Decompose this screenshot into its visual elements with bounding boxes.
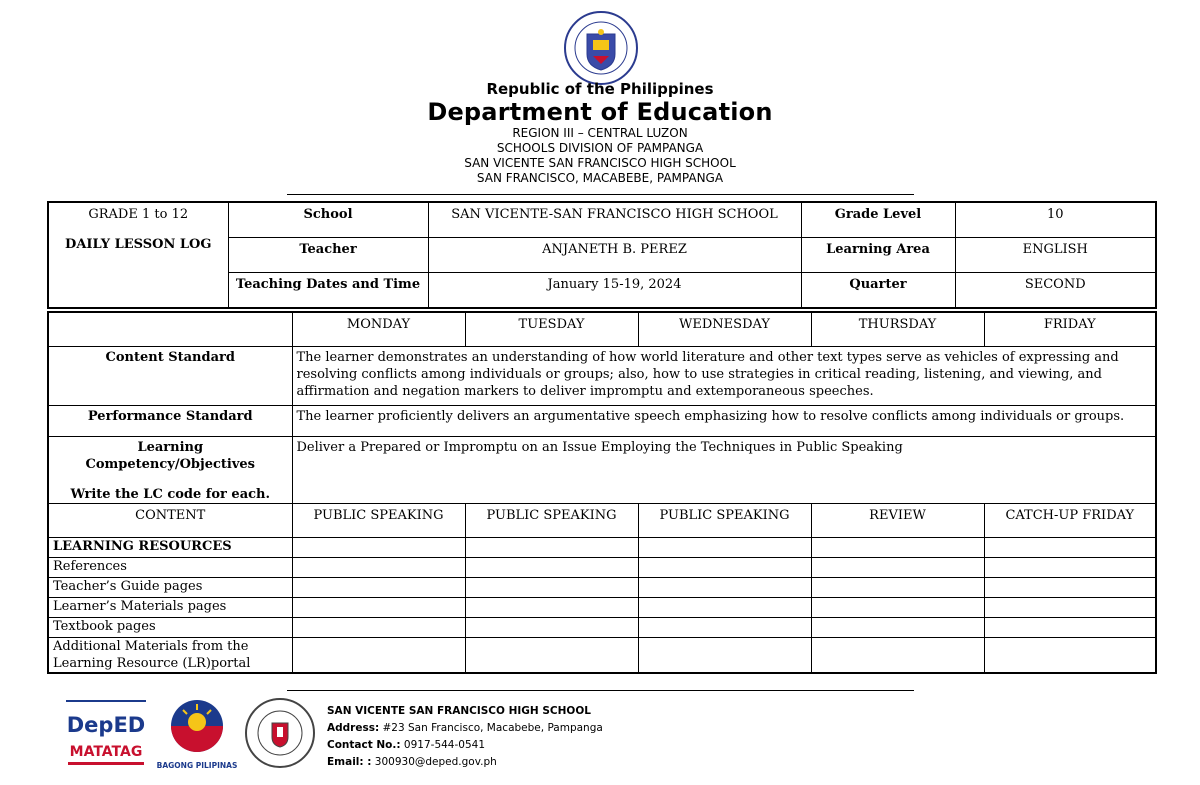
table-cell — [984, 538, 1156, 558]
table-cell — [984, 558, 1156, 578]
grade-level-label: Grade Level — [801, 202, 955, 238]
teacher-value: ANJANETH B. PEREZ — [428, 238, 801, 273]
school-line: SAN VICENTE SAN FRANCISCO HIGH SCHOOL — [464, 156, 736, 170]
table-cell — [465, 578, 638, 598]
content-standard-text: The learner demonstrates an understanding of how world literature and other text types serve as vehicles of expressing and resolving conflicts among individuals or groups; also, how to use strategies in critical reading, listening, and viewing, and affirmation and negation markers to deliver impromptu and extemporaneous speeches. — [292, 347, 1156, 406]
content-tuesday: PUBLIC SPEAKING — [465, 504, 638, 538]
learners-materials-label: Learner’s Materials pages — [48, 598, 292, 618]
teachers-guide-label: Teacher’s Guide pages — [48, 578, 292, 598]
table-cell — [292, 538, 465, 558]
grade-log-cell — [48, 202, 228, 308]
competency-text: Deliver a Prepared or Impromptu on an Issue Employing the Techniques in Public Speaking — [292, 437, 1156, 504]
table-cell — [638, 618, 811, 638]
additional-materials-line1: Additional Materials from the — [53, 639, 249, 654]
contact-label: Contact No.: — [327, 739, 401, 751]
performance-standard-text: The learner proficiently delivers an argumentative speech emphasizing how to resolve conflicts among individuals or groups. — [292, 406, 1156, 437]
table-cell — [465, 638, 638, 674]
table-cell — [465, 558, 638, 578]
dates-value: January 15-19, 2024 — [428, 273, 801, 309]
learning-area-value: ENGLISH — [955, 238, 1156, 273]
log-title: DAILY LESSON LOG — [65, 237, 212, 252]
table-cell — [984, 578, 1156, 598]
region-line: REGION III – CENTRAL LUZON — [512, 126, 688, 140]
competency-label-cell — [48, 437, 292, 504]
table-cell — [292, 578, 465, 598]
department-title: Department of Education — [427, 98, 773, 126]
competency-note: Write the LC code for each. — [70, 487, 271, 502]
learning-resources-label: LEARNING RESOURCES — [48, 538, 292, 558]
corner-cell — [48, 312, 292, 347]
grade-range: GRADE 1 to 12 — [88, 207, 189, 222]
day-header-monday: MONDAY — [292, 312, 465, 347]
table-cell — [638, 638, 811, 674]
table-cell — [465, 598, 638, 618]
content-thursday: REVIEW — [811, 504, 984, 538]
content-label: CONTENT — [48, 504, 292, 538]
table-cell — [292, 598, 465, 618]
school-seal-icon — [244, 697, 316, 769]
table-cell — [811, 598, 984, 618]
email-value: 300930@deped.gov.ph — [371, 756, 497, 768]
table-cell — [638, 598, 811, 618]
bagong-pilipinas-logo — [156, 696, 238, 772]
teacher-label: Teacher — [228, 238, 428, 273]
table-cell — [811, 638, 984, 674]
school-label: School — [228, 202, 428, 238]
table-cell — [811, 538, 984, 558]
day-header-tuesday: TUESDAY — [465, 312, 638, 347]
additional-materials-line2: Learning Resource (LR)portal — [53, 656, 251, 671]
deped-matatag-logo — [64, 698, 148, 772]
day-header-wednesday: WEDNESDAY — [638, 312, 811, 347]
table-cell — [984, 618, 1156, 638]
content-friday: CATCH-UP FRIDAY — [984, 504, 1156, 538]
competency-label: Learning Competency/Objectives — [85, 440, 255, 472]
quarter-value: SECOND — [955, 273, 1156, 309]
day-header-thursday: THURSDAY — [811, 312, 984, 347]
table-cell — [984, 638, 1156, 674]
table-cell — [811, 578, 984, 598]
deped-seal-icon — [563, 10, 639, 86]
grade-level-value: 10 — [955, 202, 1156, 238]
quarter-label: Quarter — [801, 273, 955, 309]
lesson-info-table — [47, 201, 1157, 309]
table-cell — [292, 558, 465, 578]
table-cell — [811, 558, 984, 578]
content-standard-label: Content Standard — [48, 347, 292, 406]
footer-contact — [327, 703, 603, 771]
address-label: Address: — [327, 722, 380, 734]
references-label: References — [48, 558, 292, 578]
deped-logo-text: DepED — [66, 713, 146, 737]
table-cell — [984, 598, 1156, 618]
table-cell — [638, 578, 811, 598]
dates-label: Teaching Dates and Time — [228, 273, 428, 309]
republic-line: Republic of the Philippines — [486, 80, 714, 98]
additional-materials-cell — [48, 638, 292, 674]
bagong-pilipinas-text: BAGONG PILIPINAS — [156, 761, 238, 770]
address-value: #23 San Francisco, Macabebe, Pampanga — [379, 722, 603, 734]
performance-standard-label: Performance Standard — [48, 406, 292, 437]
header-divider — [287, 194, 914, 195]
school-value: SAN VICENTE-SAN FRANCISCO HIGH SCHOOL — [428, 202, 801, 238]
learning-area-label: Learning Area — [801, 238, 955, 273]
table-cell — [292, 638, 465, 674]
lesson-plan-table — [47, 311, 1157, 674]
contact-value: 0917-544-0541 — [400, 739, 485, 751]
textbook-label: Textbook pages — [48, 618, 292, 638]
day-header-friday: FRIDAY — [984, 312, 1156, 347]
table-cell — [465, 538, 638, 558]
table-cell — [638, 558, 811, 578]
location-line: SAN FRANCISCO, MACABEBE, PAMPANGA — [476, 171, 724, 185]
table-cell — [465, 618, 638, 638]
matatag-logo-text: MATATAG — [69, 744, 143, 760]
table-cell — [292, 618, 465, 638]
footer-school-name: SAN VICENTE SAN FRANCISCO HIGH SCHOOL — [327, 705, 591, 717]
content-monday: PUBLIC SPEAKING — [292, 504, 465, 538]
table-cell — [811, 618, 984, 638]
division-line: SCHOOLS DIVISION OF PAMPANGA — [496, 141, 704, 155]
table-cell — [638, 538, 811, 558]
email-label: Email: : — [327, 756, 372, 768]
content-wednesday: PUBLIC SPEAKING — [638, 504, 811, 538]
footer-divider — [287, 690, 914, 691]
